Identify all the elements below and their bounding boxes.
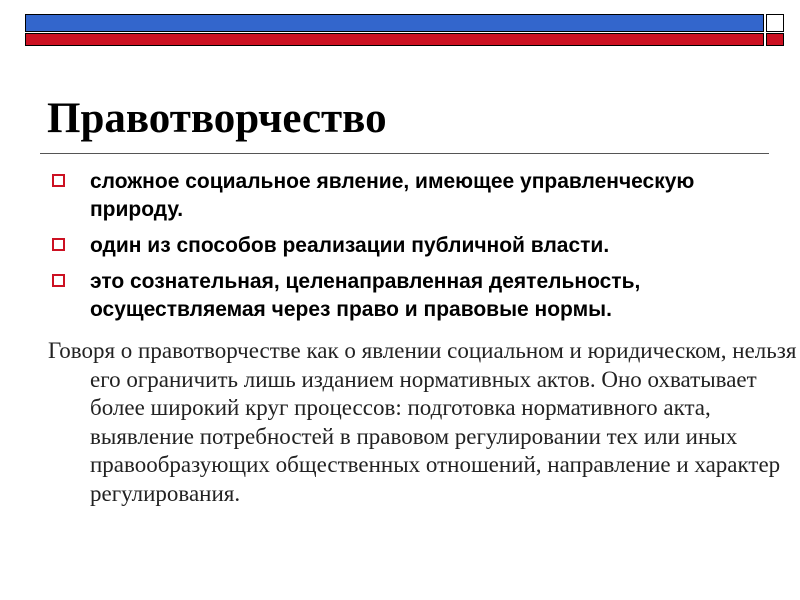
hollow-square-icon xyxy=(52,174,65,187)
title-divider xyxy=(40,153,769,154)
bullet-text: сложное социальное явление, имеющее управленческую природу. xyxy=(90,170,695,221)
bullet-item xyxy=(50,168,760,224)
slide-title: Правотворчество xyxy=(47,95,387,142)
bullet-list xyxy=(50,168,760,332)
bullet-text: один из способов реализации публичной власти. xyxy=(90,234,610,257)
hollow-square-icon xyxy=(52,238,65,251)
bullet-item xyxy=(50,232,760,260)
bullet-item xyxy=(50,268,760,324)
hollow-square-icon xyxy=(52,274,65,287)
header-corner-red-square xyxy=(766,33,784,46)
header-blue-bar xyxy=(25,14,764,32)
bullet-text: это сознательная, целенаправленная деятельность, осуществляемая через право и правовые нормы. xyxy=(90,270,641,321)
header-corner-white-square xyxy=(766,14,784,32)
header-red-bar xyxy=(25,33,764,46)
body-paragraph: Говоря о правотворчестве как о явлении социальном и юридическом, нельзя его ограничить лишь изданием нормативных актов. Оно охватывает более широкий круг процессов: подготовка нормативного акта, выявление потребностей в правовом регулировании тех или иных правообразующих общественных отношений, направление и характер регулирования. xyxy=(48,338,797,506)
